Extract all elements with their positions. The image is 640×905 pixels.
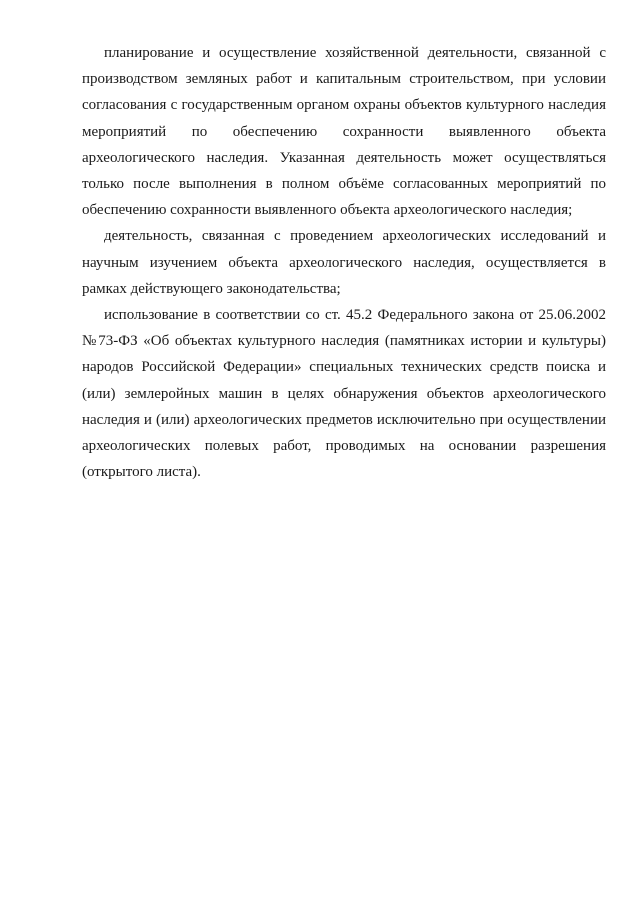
paragraph-archaeological-research: деятельность, связанная с проведением археологических исследований и научным изучением объекта археологического наследия, осуществляется в рамках действующего законодательства; — [82, 228, 606, 297]
paragraph-economic-activity: планирование и осуществление хозяйственной деятельности, связанной с производством земляных работ и капитальным строительством, при условии согласования с государственным органом охраны объектов культурного наследия мероприятий по обеспечению сохранности выявленного объекта археологического наследия. Указанная деятельность может осуществляться только после выполнения в полном объёме согласованных мероприятий по обеспечению сохранности выявленного объекта археологического наследия; — [82, 45, 606, 219]
paragraph-technical-means: использование в соответствии со ст. 45.2 Федерального закона от 25.06.2002 №73-ФЗ «Об объектах культурного наследия (памятниках истории и культуры) народов Российской Федерации» специальных технических средств поиска и (или) землеройных машин в целях обнаружения объектов археологического наследия и (или) археологических предметов исключительно при осуществлении археологических полевых работ, проводимых на основании разрешения (открытого листа). — [82, 307, 606, 481]
document-page — [82, 40, 606, 485]
